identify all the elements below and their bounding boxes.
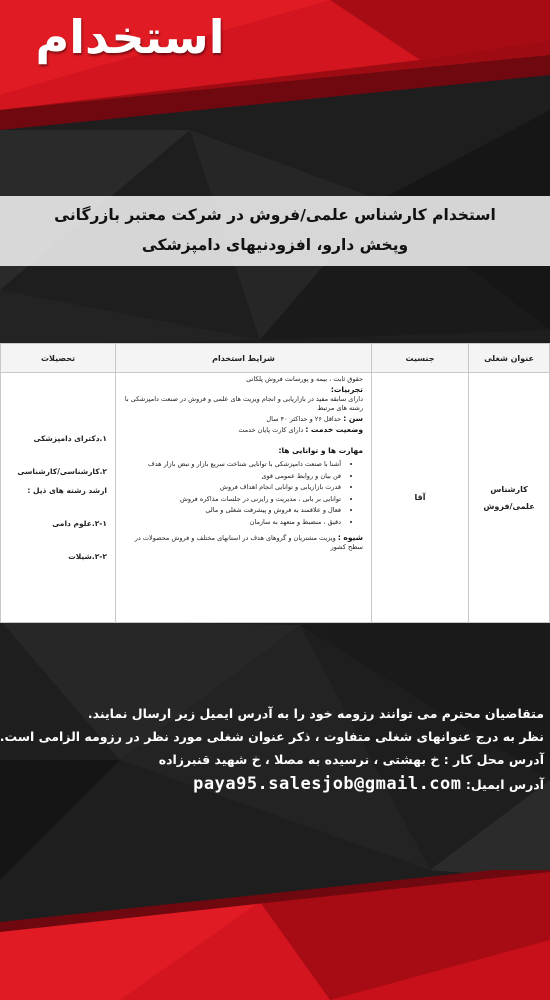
jobs-table [0,343,550,623]
list-item: • قدرت بازاریابی و توانایی انجام اهداف فروش [122,482,341,493]
header-gender: جنسیت [372,344,469,373]
education-line-3: ارشد رشته های ذیل : [27,486,107,495]
conditions-content [122,375,363,552]
skills-label: مهارت ها و توانایی ها: [278,446,363,455]
age-text: حداقل ۲۶ و حداکثر ۴۰ سال [266,415,342,423]
education-line-2: ۲.کارشناسی/کارشناسی [17,467,107,476]
military-row [122,424,363,435]
list-item: • دقیق ، منضبط و متعهد به سازمان [122,517,341,528]
hero-title: استخدام [35,10,225,64]
cell-job-title [469,373,550,623]
age-label: سن : [343,414,363,423]
job-title-line-1: کارشناس [490,484,528,494]
footer-contact [0,702,544,798]
experience-text: دارای سابقه مفید در بازاریابی و انجام ویزیت های علمی و فروش در صنعت دامپزشکی با رشته های مرتبط [124,395,363,412]
header-education: تحصیلات [1,344,116,373]
cell-education [1,373,116,623]
table-header-row [1,344,550,373]
list-item: • فن بیان و روابط عمومی قوی [122,471,341,482]
job-title-line-2: علمی/فروش [483,501,535,511]
age-row [122,413,363,424]
jobs-table-container [0,343,550,623]
table-row [1,373,550,623]
method-row [122,532,363,552]
military-text: دارای کارت پایان خدمت [238,426,304,434]
education-line-5: ۲-۲.شیلات [68,552,107,561]
education-line-1: ۱.دکترای دامپزشکی [33,434,107,443]
benefits-text: حقوق ثابت ، بیمه و پورسانت فروش پلکانی [246,375,363,383]
list-item: • فعال و علاقمند به فروش و پیشرفت شغلی و مالی [122,505,341,516]
list-item: • توانایی بر بابی ، مدیریت و رایزنی در جلسات مذاکره فروش [122,494,341,505]
education-content [9,433,107,562]
email-label: آدرس ایمیل: [465,777,544,792]
footer-red-shapes [0,870,550,1000]
footer-line-1: متقاضیان محترم می توانند رزومه خود را به آدرس ایمیل زیر ارسال نمایند. [87,706,544,721]
cell-gender: آقا [372,373,469,623]
headline-line-2: وپخش دارو، افزودنیهای دامپزشکی [141,236,409,254]
headline [10,200,540,260]
method-label: شیوه : [337,533,363,542]
footer-email-row [6,771,544,798]
experience-label: تجربیات: [330,385,363,394]
skills-list [122,459,363,527]
footer-line-2: نظر به درج عنوانهای شغلی متفاوت ، ذکر عنوان شغلی مورد نظر در رزومه الزامی است. [0,729,544,744]
cell-conditions [116,373,372,623]
footer-address: آدرس محل کار : خ بهشتی ، نرسیده به مصلا ، خ شهید قنبرزاده [158,752,544,767]
email-link[interactable]: paya95.salesjob@gmail.com [193,774,462,794]
method-text: ویزیت مشتریان و گروهای هدف در استانهای مختلف و فروش محصولات در سطح کشور [134,534,363,551]
header-conditions: شرایط استخدام [116,344,372,373]
header-job-title: عنوان شغلی [469,344,550,373]
military-label: وضعیت خدمت : [305,425,363,434]
list-item: • آشنا با صنعت دامپزشکی با توانایی شناخت سریع بازار و نبض بازار هدف [122,459,341,470]
headline-line-1: استخدام کارشناس علمی/فروش در شرکت معتبر بازرگانی [54,206,496,224]
education-line-4: ۲-۱.علوم دامی [52,519,107,528]
